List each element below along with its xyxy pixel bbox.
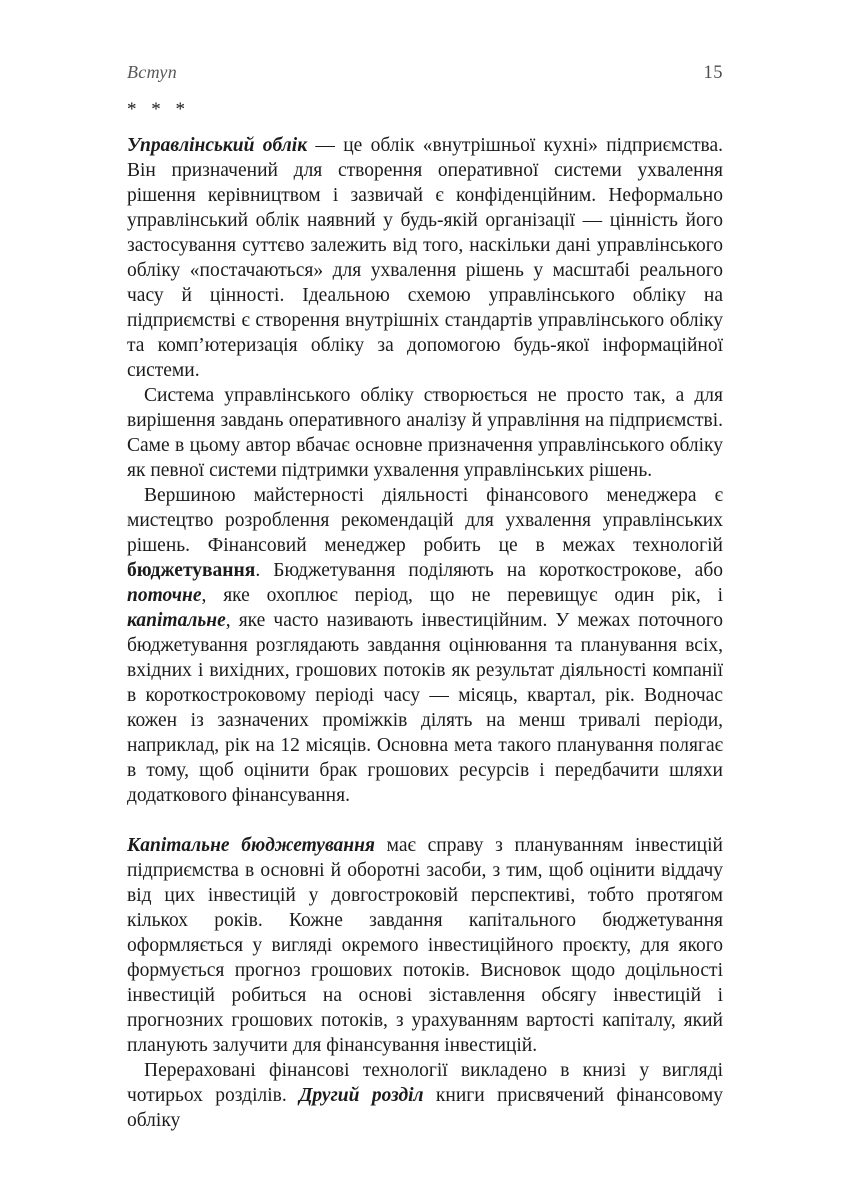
text-run: . Бюджетування поділяють на короткострокове, або — [255, 560, 723, 581]
text-run: — це облік «внутрішньої кухні» підприємства. Він призначений для створення оперативної системи ухвалення рішення керівництвом і зазвичай є конфіденційним. Неформально управлінський облік наявний у будь-якій організації — цінність його застосування суттєво залежить від того, наскільки дані управлінського обліку «постачаються» для ухвалення рішень у масштабі реального часу й цінності. Ідеальною схемою управлінського обліку на підприємстві є створення внутрішніх стандартів управлінського обліку та комп’ютеризація обліку за допомогою будь-якої інформаційної системи. — [127, 135, 723, 381]
emphasis-run: Управлінський облік — [127, 135, 308, 156]
text-run: Вершиною майстерності діяльності фінансового менеджера є мистецтво розроблення рекомендацій для ухвалення управлінських рішень. Фінансовий менеджер робить це в межах технологій — [127, 485, 723, 556]
emphasis-run: поточне — [127, 585, 202, 606]
paragraph — [127, 483, 723, 808]
emphasis-run: Капітальне бюджетування — [127, 835, 375, 856]
emphasis-run: бюджетування — [127, 560, 256, 581]
section-separator: * * * — [127, 99, 190, 120]
running-header-section-title: Вступ — [127, 62, 178, 82]
paragraph — [127, 833, 723, 1058]
paragraph — [127, 383, 723, 483]
text-run: має справу з плануванням інвестицій підприємства в основні й оборотні засоби, з тим, щоб оцінити віддачу від цих інвестицій у довгостроковій перспективі, тобто протягом кількох років. Кожне завдання капітального бюджетування оформляється у вигляді окремого інвестиційного проєкту, для якого формується прогноз грошових потоків. Висновок щодо доцільності інвестицій робиться на основі зіставлення обсягу інвестицій і прогнозних грошових потоків, з урахуванням вартості капіталу, який планують залучити для фінансування інвестицій. — [127, 835, 723, 1056]
text-body — [127, 133, 723, 1133]
page-number: 15 — [703, 63, 723, 83]
text-run: , яке охоплює період, що не перевищує один рік, і — [201, 585, 723, 606]
running-header — [127, 62, 723, 83]
emphasis-run: Другий розділ — [299, 1085, 424, 1106]
text-run: Система управлінського обліку створюється не просто так, а для вирішення завдань оперативного аналізу й управління на підприємстві. Саме в цьому автор вбачає основне призначення управлінського обліку як певної системи підтримки ухвалення управлінських рішень. — [127, 385, 723, 481]
emphasis-run: капітальне — [127, 610, 226, 631]
paragraph — [127, 1058, 723, 1133]
text-run: , яке часто називають інвестиційним. У межах поточного бюджетування розглядають завдання оцінювання та планування всіх, вхідних і вихідних, грошових потоків як результат діяльності компанії в короткостроковому періоді часу — місяць, квартал, рік. Водночас кожен із зазначених проміжків ділять на менш тривалі періоди, наприклад, рік на 12 місяців. Основна мета такого планування полягає в тому, щоб оцінити брак грошових ресурсів і передбачити шляхи додаткового фінансування. — [127, 610, 723, 806]
text-run: книги присвячений фінансовому обліку — [127, 1085, 723, 1131]
text-run: Перераховані фінансові технології викладено в книзі у вигляді чотирьох розділів. — [127, 1060, 723, 1106]
paragraph — [127, 133, 723, 383]
